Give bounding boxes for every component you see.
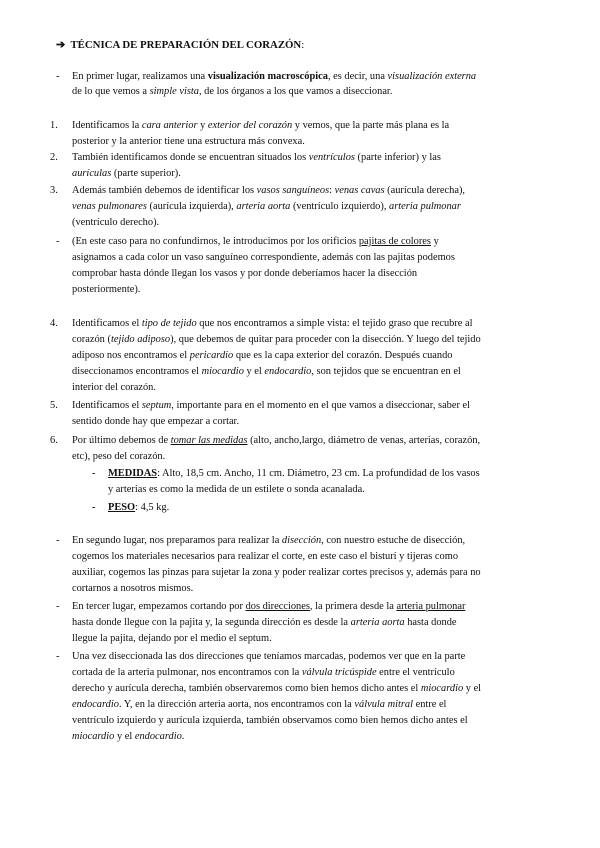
p1-line1: En primer lugar, realizamos una visualización macroscópica, es decir, una visualización externa xyxy=(72,71,477,82)
item3-line1: Además también debemos de identificar los vasos sanguíneos: venas cavas (aurícula derecha), xyxy=(72,185,466,196)
item4-line4: diseccionamos encontramos el miocardio y el endocardio, son tejidos que se encuentran en el xyxy=(72,366,461,377)
measures-line2: y arterias es como la medida de un estilete o sonda acanalada. xyxy=(108,484,365,495)
p4-line6: miocardio y el endocardio. xyxy=(72,731,185,742)
p4-line5: ventrículo izquierdo y aurícula izquierda, también observamos como bien hemos dicho antes el xyxy=(72,715,468,726)
p2-line4: cortarnos a nosotros mismos. xyxy=(72,583,194,594)
p2-line1: En segundo lugar, nos preparamos para realizar la disección, con nuestro estuche de disección, xyxy=(72,535,466,546)
item5-line1: Identificamos el septum, importante para en el momento en el que vamos a diseccionar, saber el xyxy=(72,400,471,411)
list-number: 4. xyxy=(50,318,58,329)
bullet-dash: - xyxy=(92,502,96,513)
note-line3: comprobar hasta dónde llegan los vasos y por donde deberíamos hacer la disección xyxy=(72,268,418,279)
list-number: 2. xyxy=(50,152,58,163)
p2-line2: cogemos los materiales necesarios para realizar el corte, en este caso el bisturí y tijeras como xyxy=(72,551,459,562)
bullet-dash: - xyxy=(56,236,60,247)
p3-line3: llegue la pajita, dejando por el medio el septum. xyxy=(72,633,272,644)
item2-line2: aurículas (parte superior). xyxy=(72,168,181,179)
p2-line3: auxiliar, cogemos las pinzas para sujetar la zona y poder realizar cortes precisos y, además para no xyxy=(72,567,481,578)
item1-line2: posterior y la anterior tiene una estructura más convexa. xyxy=(72,136,305,147)
weight-line: PESO: 4,5 kg. xyxy=(108,502,170,513)
item4-line3: adiposo nos encontramos el pericardio que es la capa exterior del corazón. Después cuando xyxy=(72,350,453,361)
title-text: TÉCNICA DE PREPARACIÓN DEL CORAZÓN xyxy=(70,39,302,51)
item2-line1: También identificamos donde se encuentran situados los ventrículos (parte inferior) y las xyxy=(72,152,441,163)
item6-line2: etc), peso del corazón. xyxy=(72,451,166,462)
p3-line2: hasta donde llegue con la pajita y, la segunda dirección es desde la arteria aorta hasta donde xyxy=(72,617,457,628)
p4-line2: cortada de la arteria pulmonar, nos encontramos con la válvula tricúspide entre el ventrículo xyxy=(72,667,455,678)
p4-line4: endocardio. Y, en la dirección arteria aorta, nos encontramos con la válvula mitral entre el xyxy=(72,699,447,710)
item4-line2: corazón (tejido adiposo), que debemos de quitar para proceder con la disección. Y luego del tejido xyxy=(72,334,481,345)
title-colon: : xyxy=(301,39,305,51)
list-number: 5. xyxy=(50,400,58,411)
bullet-dash: - xyxy=(92,468,96,479)
item1-line1: Identificamos la cara anterior y exterior del corazón y vemos, que la parte más plana es la xyxy=(72,120,450,131)
list-number: 1. xyxy=(50,120,58,131)
bullet-dash: - xyxy=(56,651,60,662)
bullet-dash: - xyxy=(56,535,60,546)
list-number: 3. xyxy=(50,185,58,196)
arrow-right-icon: ➔ xyxy=(56,39,66,51)
item3-line2: venas pulmonares (aurícula izquierda), arteria aorta (ventrículo izquierdo), arteria pulmonar xyxy=(72,201,461,212)
p4-line1: Una vez diseccionada las dos direcciones que teníamos marcadas, podemos ver que en la parte xyxy=(72,651,466,662)
note-line2: asignamos a cada color un vaso sanguíneo correspondiente, además con las pajitas podemos xyxy=(72,252,455,263)
item4-line1: Identificamos el tipo de tejido que nos encontramos a simple vista: el tejido graso que recubre al xyxy=(72,318,473,329)
note-line4: posteriormente). xyxy=(72,284,141,295)
bullet-dash: - xyxy=(56,71,60,82)
bullet-dash: - xyxy=(56,601,60,612)
section-title xyxy=(56,38,304,52)
measures-line1: MEDIDAS: Alto, 18,5 cm. Ancho, 11 cm. Diámetro, 23 cm. La profundidad de los vasos xyxy=(108,468,480,479)
item4-line5: interior del corazón. xyxy=(72,382,156,393)
item6-line1: Por último debemos de tomar las medidas (alto, ancho,largo, diámetro de venas, arterias, corazón, xyxy=(72,435,481,446)
p4-line3: derecho y aurícula derecha, también observaremos como bien hemos dicho antes el miocardio y el xyxy=(72,683,482,694)
note-line1: (En este caso para no confundirnos, le introducimos por los orificios pajitas de colores y xyxy=(72,236,439,247)
item3-line3: (ventrículo derecho). xyxy=(72,217,160,228)
p3-line1: En tercer lugar, empezamos cortando por dos direcciones, la primera desde la arteria pulmonar xyxy=(72,601,466,612)
p1-line2: de lo que vemos a simple vista, de los órganos a los que vamos a diseccionar. xyxy=(72,86,393,97)
item5-line2: sentido donde hay que empezar a cortar. xyxy=(72,416,240,427)
list-number: 6. xyxy=(50,435,58,446)
